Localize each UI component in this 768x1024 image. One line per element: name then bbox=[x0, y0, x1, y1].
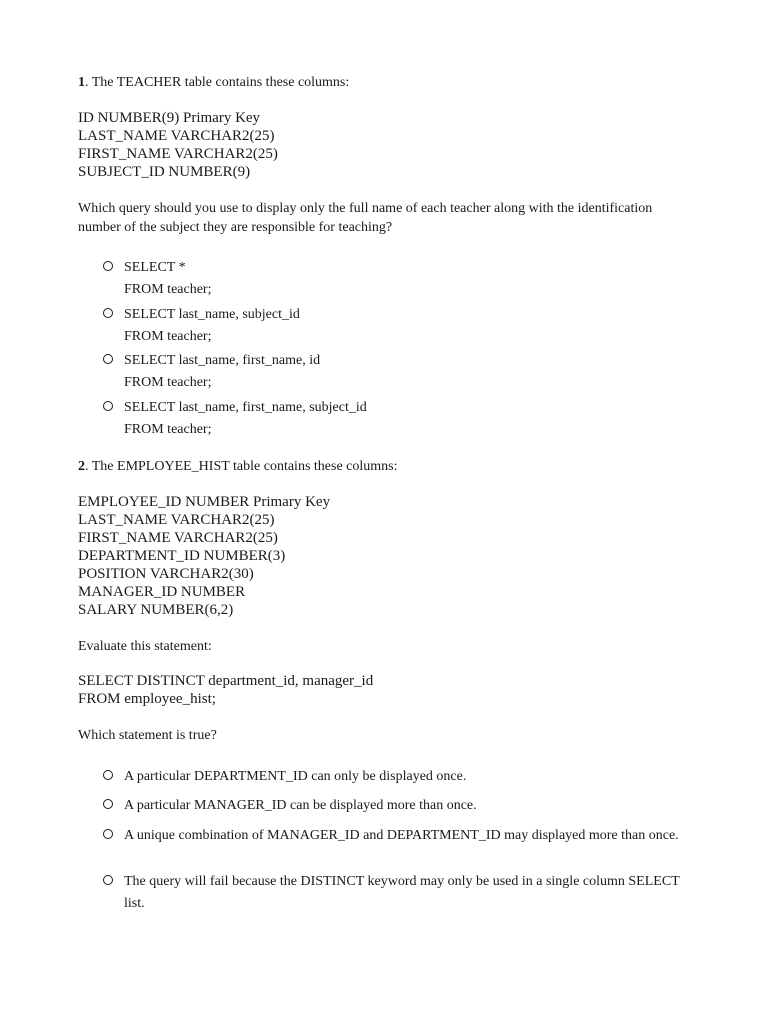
radio-button-icon[interactable] bbox=[103, 354, 113, 364]
option-line: A particular MANAGER_ID can be displayed more than once. bbox=[124, 798, 477, 813]
question-2-text: Which statement is true? bbox=[78, 728, 217, 743]
question-2-option-a[interactable] bbox=[103, 766, 693, 788]
radio-button-icon[interactable] bbox=[103, 401, 113, 411]
question-2-option-b[interactable] bbox=[103, 795, 693, 817]
radio-button-icon[interactable] bbox=[103, 770, 113, 780]
column-line: DEPARTMENT_ID NUMBER(3) bbox=[78, 548, 286, 564]
option-line: FROM teacher; bbox=[124, 375, 212, 390]
option-line: SELECT last_name, subject_id bbox=[124, 307, 300, 322]
option-line: FROM teacher; bbox=[124, 422, 212, 437]
sql-statement bbox=[78, 672, 373, 708]
question-1-option-a[interactable] bbox=[103, 257, 693, 301]
radio-button-icon[interactable] bbox=[103, 799, 113, 809]
option-line: SELECT last_name, first_name, id bbox=[124, 353, 321, 368]
column-line: EMPLOYEE_ID NUMBER Primary Key bbox=[78, 494, 331, 510]
question-2-number: 2 bbox=[78, 459, 85, 474]
employee-hist-columns bbox=[78, 493, 330, 619]
statement-line: FROM employee_hist; bbox=[78, 691, 216, 707]
question-1-title bbox=[78, 74, 349, 92]
question-2-title bbox=[78, 458, 398, 476]
radio-button-icon[interactable] bbox=[103, 829, 113, 839]
question-2-option-c[interactable] bbox=[103, 825, 693, 847]
question-1-text: Which query should you use to display only the full name of each teacher along with the identification number of the subject they are responsible for teaching? bbox=[78, 201, 653, 235]
column-line: SALARY NUMBER(6,2) bbox=[78, 602, 234, 618]
option-line: The query will fail because the DISTINCT keyword may only be used in a single column SELECT list. bbox=[124, 874, 680, 911]
evaluate-label: Evaluate this statement: bbox=[78, 639, 212, 654]
option-line: FROM teacher; bbox=[124, 282, 212, 297]
option-line: FROM teacher; bbox=[124, 329, 212, 344]
option-line: A particular DEPARTMENT_ID can only be displayed once. bbox=[124, 769, 467, 784]
question-1-option-b[interactable] bbox=[103, 304, 693, 348]
column-line: SUBJECT_ID NUMBER(9) bbox=[78, 164, 251, 180]
question-1-number: 1 bbox=[78, 75, 85, 90]
column-line: ID NUMBER(9) Primary Key bbox=[78, 110, 261, 126]
column-line: LAST_NAME VARCHAR2(25) bbox=[78, 512, 275, 528]
statement-line: SELECT DISTINCT department_id, manager_id bbox=[78, 673, 374, 689]
option-line: SELECT last_name, first_name, subject_id bbox=[124, 400, 367, 415]
question-2-option-d[interactable] bbox=[103, 871, 693, 915]
radio-button-icon[interactable] bbox=[103, 308, 113, 318]
option-line: SELECT * bbox=[124, 260, 186, 275]
question-1-option-d[interactable] bbox=[103, 397, 693, 441]
teacher-columns bbox=[78, 109, 278, 181]
column-line: POSITION VARCHAR2(30) bbox=[78, 566, 254, 582]
column-line: LAST_NAME VARCHAR2(25) bbox=[78, 128, 275, 144]
question-2-intro: . The EMPLOYEE_HIST table contains these columns: bbox=[85, 459, 398, 474]
column-line: FIRST_NAME VARCHAR2(25) bbox=[78, 530, 278, 546]
option-line: A unique combination of MANAGER_ID and DEPARTMENT_ID may displayed more than once. bbox=[124, 828, 679, 843]
radio-button-icon[interactable] bbox=[103, 875, 113, 885]
radio-button-icon[interactable] bbox=[103, 261, 113, 271]
question-1-intro: . The TEACHER table contains these columns: bbox=[85, 75, 350, 90]
question-1-option-c[interactable] bbox=[103, 350, 693, 394]
column-line: FIRST_NAME VARCHAR2(25) bbox=[78, 146, 278, 162]
column-line: MANAGER_ID NUMBER bbox=[78, 584, 246, 600]
